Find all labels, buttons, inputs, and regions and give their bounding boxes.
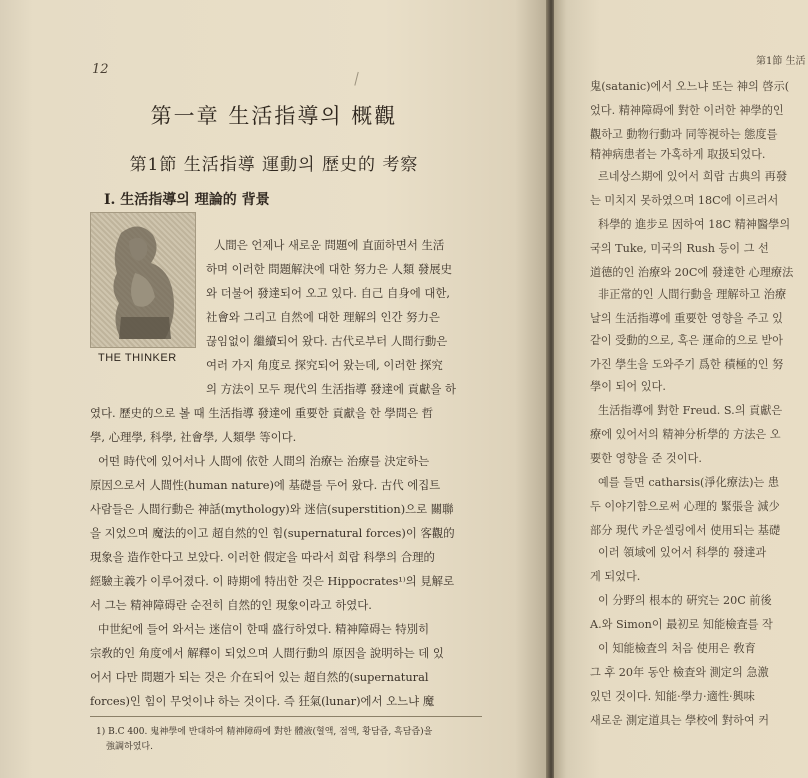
body-line: 이 知能檢査의 처음 使用은 敎育: [598, 642, 756, 655]
running-head: 第1節 生活: [756, 56, 806, 67]
pencil-mark: [354, 72, 360, 86]
body-line: 같이 受動的으로, 혹은 運命的으로 받아: [590, 334, 783, 347]
body-line: 人間은 언제나 새로운 問題에 直面하면서 生活: [214, 238, 445, 252]
body-line: 精神病患者는 가혹하게 取扱되었다.: [590, 148, 766, 161]
body-line: 사람들은 人間行動은 神話(mythology)와 迷信(superstition)으로 關聯: [90, 502, 454, 516]
body-line: 中世紀에 들어 와서는 迷信이 한때 盛行하였다. 精神障碍는 特別히: [98, 622, 430, 636]
body-line: 의 方法이 모두 現代의 生活指導 發達에 貢獻을 하: [206, 382, 457, 396]
body-line: 가진 學生을 도와주기 爲한 積極的인 努: [590, 358, 784, 371]
body-line: 經驗主義가 이루어졌다. 이 時期에 特出한 것은 Hippocrates¹⁾의 見解로: [90, 574, 455, 588]
body-line: 社會와 그리고 自然에 대한 理解의 인간 努力은: [206, 310, 440, 324]
body-line: 두 이야기함으로써 心理的 緊張을 減少: [590, 500, 780, 513]
body-line: 宗敎的인 角度에서 解釋이 되었으며 人間行動의 原因을 說明하는 데 있: [90, 646, 444, 660]
body-line: 鬼(satanic)에서 오느냐 또는 神의 啓示(: [590, 80, 790, 93]
body-line: 서 그는 精神障碍란 순전히 自然的인 現象이라고 하였다.: [90, 598, 372, 612]
body-line: 要한 영향을 준 것이다.: [590, 452, 702, 465]
body-line: 게 되었다.: [590, 570, 641, 583]
body-line: A.와 Simon이 最初로 知能檢査를 작: [590, 618, 773, 631]
body-line: 非正常的인 人間行動을 理解하고 治療: [598, 288, 787, 301]
thinker-photo: [90, 212, 196, 348]
body-line: 原因으로서 人間性(human nature)에 基礎를 두어 왔다. 古代 에집트: [90, 478, 441, 492]
section-title: 第1節 生活指導 運動의 歷史的 考察: [129, 155, 419, 175]
body-line: 끊임없이 繼續되어 왔다. 古代로부터 人間行動은: [206, 334, 448, 348]
body-line: forces)인 힘이 무엇이냐 하는 것이다. 즉 狂氣(lunar)에서 오느냐 魔: [90, 694, 435, 708]
photo-caption: THE THINKER: [98, 352, 177, 364]
body-line: 르네상스期에 있어서 희랍 古典의 再發: [598, 170, 788, 183]
body-line: 療에 있어서의 精神分析學的 方法은 오: [590, 428, 781, 441]
statue-photo-icon: [91, 213, 195, 347]
body-line: 하며 이러한 問題解決에 대한 努力은 人類 發展史: [206, 262, 453, 276]
footnote-rule: [90, 716, 482, 717]
body-line: 예를 들면 catharsis(淨化療法)는 患: [598, 476, 780, 489]
body-line: 이 分野의 根本的 硏究는 20C 前後: [598, 594, 772, 607]
body-line: 그 후 20年 동안 檢査와 測定의 急激: [590, 666, 769, 679]
body-line: 이러 領域에 있어서 科學的 發達과: [598, 546, 767, 559]
body-line: 을 지었으며 魔法的이고 超自然的인 힘(supernatural forces)이 客觀的: [90, 526, 455, 540]
body-line: 였다. 歷史的으로 볼 때 生活指導 發達에 重要한 貢獻을 한 學問은 哲: [90, 406, 434, 420]
body-line: 部分 現代 카운셀링에서 使用되는 基礎: [590, 524, 781, 537]
body-line: 科學的 進步로 因하여 18C 精神醫學의: [598, 218, 791, 231]
body-line: 국의 Tuke, 미국의 Rush 등이 그 선: [590, 242, 769, 255]
body-line: 여러 가지 角度로 探究되어 왔는데, 이러한 探究: [206, 358, 443, 372]
body-line: 學이 되어 있다.: [590, 380, 666, 393]
body-line: 現象을 造作한다고 보았다. 이러한 假定을 따라서 희랍 科學의 合理的: [90, 550, 435, 564]
body-line: 와 더불어 發達되어 오고 있다. 自己 自身에 대한,: [206, 286, 450, 300]
subsection-title: I. 生活指導의 理論的 背景: [104, 192, 270, 208]
body-line: 觀하고 動物行動과 同等視하는 態度를: [590, 128, 778, 141]
footnote-line: 1) B.C 400. 鬼神學에 반대하여 精神障碍에 對한 體液(혈액, 점액, 황담즙, 흑담즙)을: [96, 727, 433, 737]
chapter-title: 第一章 生活指導의 概觀: [150, 104, 398, 128]
body-line: 있던 것이다. 知能·學力·適性·興味: [590, 690, 755, 703]
page-number: 12: [92, 62, 109, 77]
body-line: 새로운 測定道具는 學校에 對하여 커: [590, 714, 769, 727]
body-line: 學, 心理學, 科學, 社會學, 人類學 等이다.: [90, 430, 297, 444]
body-line: 生活指導에 對한 Freud. S.의 貢獻은: [598, 404, 783, 417]
body-line: 어떤 時代에 있어서나 人間에 依한 人間의 治療는 治療를 決定하는: [98, 454, 430, 468]
right-page: [554, 0, 808, 778]
body-line: 날의 生活指導에 重要한 영향을 주고 있: [590, 312, 783, 325]
body-line: 어서 다만 問題가 되는 것은 介在되어 있는 超自然的(supernatural: [90, 670, 429, 684]
body-line: 었다. 精神障碍에 對한 이러한 神學的인: [590, 104, 784, 117]
body-line: 는 미치지 못하였으며 18C에 이르러서: [590, 194, 779, 207]
body-line: 道德的인 治療와 20C에 發達한 心理療法: [590, 266, 794, 279]
footnote-line: 強調하였다.: [106, 742, 153, 752]
